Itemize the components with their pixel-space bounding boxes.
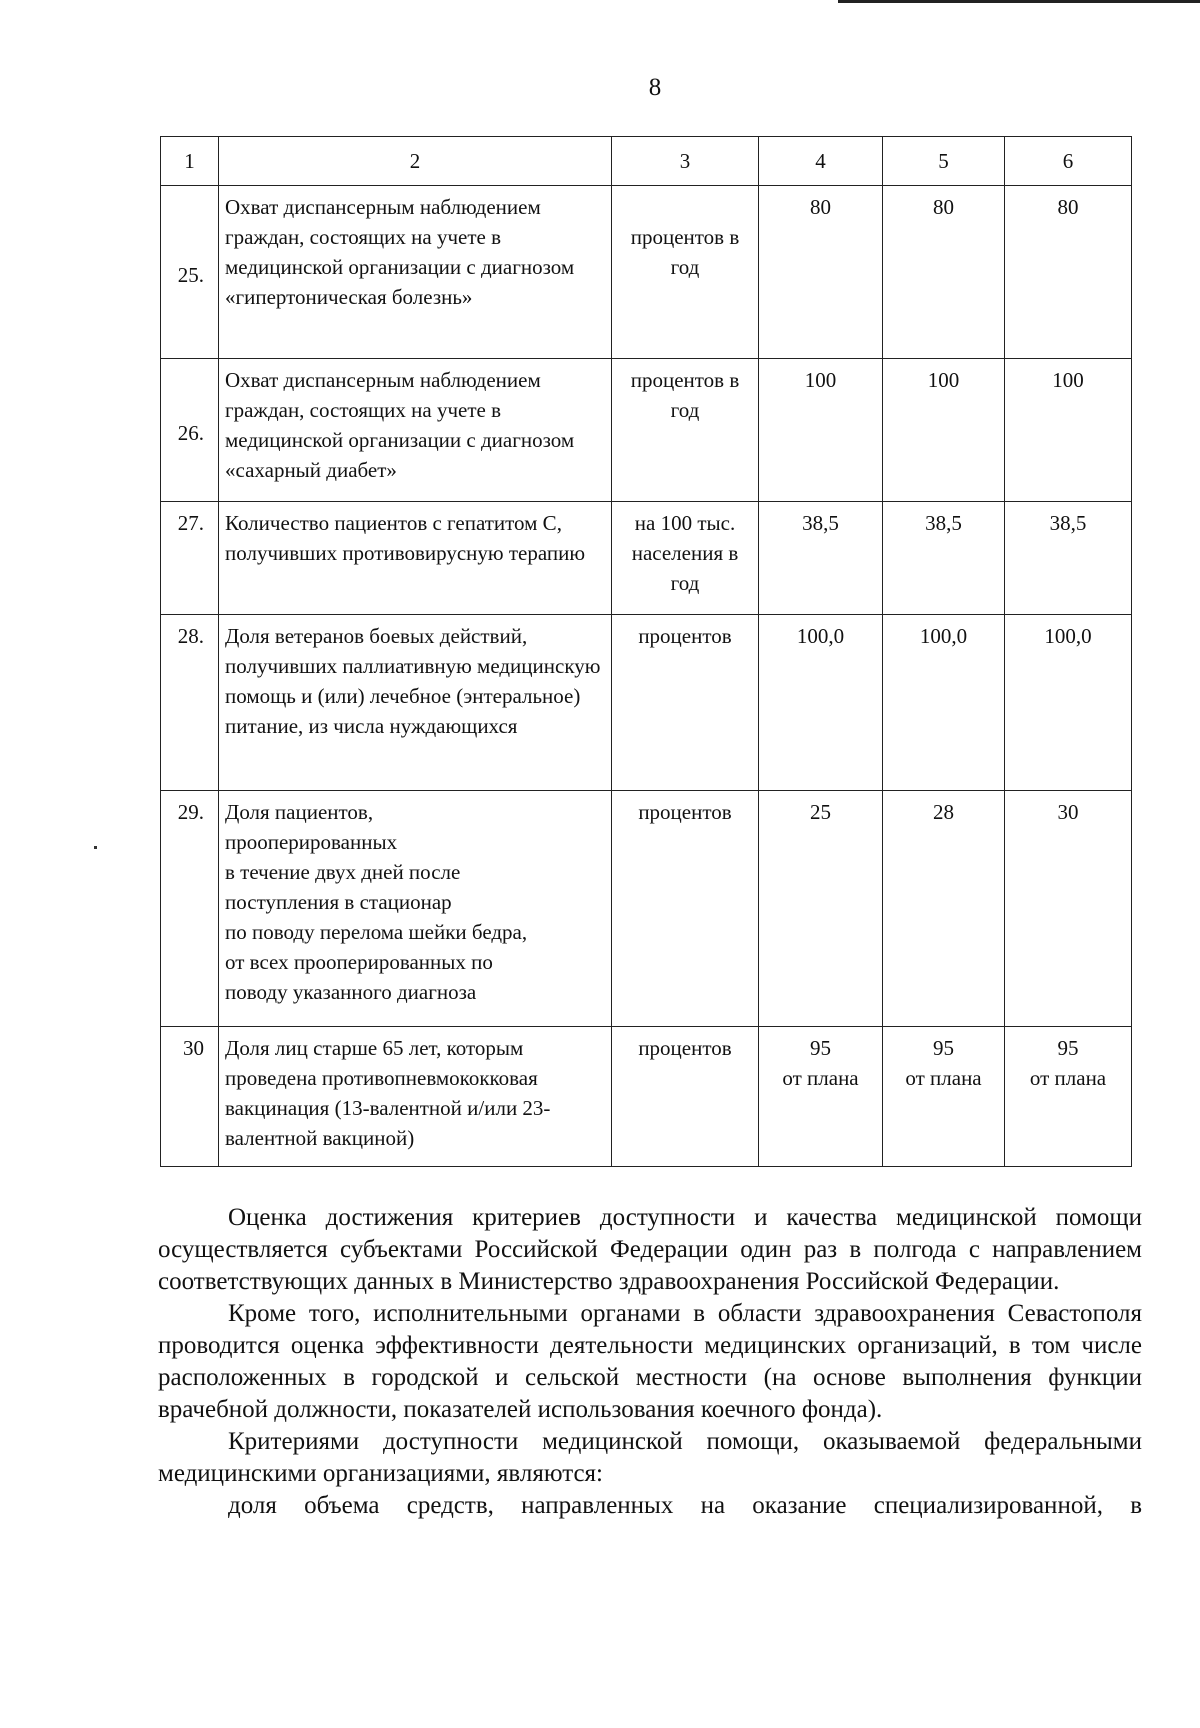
value-year-2: 80: [883, 186, 1005, 359]
table-row: [161, 502, 1132, 615]
table-row: [161, 1027, 1132, 1167]
value-year-2: 38,5: [883, 502, 1005, 615]
table-row: [161, 359, 1132, 502]
value-year-3: 100,0: [1005, 615, 1132, 791]
value-year-2: 28: [883, 791, 1005, 1027]
unit-of-measure: процентов: [612, 1027, 759, 1167]
row-number: 26.: [161, 359, 219, 502]
indicator-name-line: от всех прооперированных по: [225, 950, 493, 974]
row-number: 30: [161, 1027, 219, 1167]
value-amount: 95: [1057, 1036, 1079, 1060]
value-year-2: 100,0: [883, 615, 1005, 791]
row-number: 29.: [161, 791, 219, 1027]
unit-of-measure: на 100 тыс. населения в год: [612, 502, 759, 615]
value-amount: 95: [933, 1036, 954, 1060]
indicator-name: Охват диспансерным наблюдением граждан, состоящих на учете в медицинской организации с диагнозом «гипертоническая болезнь»: [219, 186, 612, 359]
indicator-name: Количество пациентов с гепатитом С, получивших противовирусную терапию: [219, 502, 612, 615]
indicator-name: Доля лиц старше 65 лет, которым проведена противопневмококковая вакцинация (13-валентной и/или 23-валентной вакциной): [219, 1027, 612, 1167]
row-number: 27.: [161, 502, 219, 615]
indicator-name-line: в течение двух дней после: [225, 860, 461, 884]
indicator-name: [219, 791, 612, 1027]
value-year-3: [1005, 1027, 1132, 1167]
table-header-row: [161, 137, 1132, 186]
value-year-1: 38,5: [759, 502, 883, 615]
value-year-3: 100: [1005, 359, 1132, 502]
unit-of-measure: процентов в год: [612, 359, 759, 502]
value-year-1: 100: [759, 359, 883, 502]
header-col-6: 6: [1005, 137, 1132, 186]
paragraph-assessment: Оценка достижения критериев доступности и качества медицинской помощи осуществляется субъектами Российской Федерации один раз в полгода с направлением соответствующих данных в Министерство здравоохранения Российской Федерации.: [158, 1204, 1142, 1295]
paragraph-criteria-intro: Критериями доступности медицинской помощи, оказываемой федеральными медицинскими организациями, являются:: [158, 1428, 1142, 1487]
value-note: от плана: [782, 1066, 859, 1090]
indicator-name-line: по поводу перелома шейки бедра,: [225, 920, 528, 944]
table-row: [161, 791, 1132, 1027]
value-year-1: 25: [759, 791, 883, 1027]
unit-of-measure: процентов в год: [612, 186, 759, 359]
top-edge-rule: [838, 0, 1200, 3]
paragraph-sevastopol: Кроме того, исполнительными органами в области здравоохранения Севастополя проводится оценка эффективности деятельности медицинских организаций, в том числе расположенных в городской и сельской местности (на основе выполнения функции врачебной должности, показателей использования коечного фонда).: [158, 1300, 1142, 1423]
header-col-4: 4: [759, 137, 883, 186]
value-note: от плана: [905, 1066, 982, 1090]
header-col-1: 1: [161, 137, 219, 186]
value-year-2: 100: [883, 359, 1005, 502]
page-number: 8: [648, 74, 662, 101]
header-col-2: 2: [219, 137, 612, 186]
indicator-name-line: Доля пациентов,: [225, 800, 374, 824]
body-text: [158, 1202, 1142, 1522]
unit-of-measure: процентов: [612, 791, 759, 1027]
indicator-name-line: поступления в стационар: [225, 890, 452, 914]
value-year-3: 80: [1005, 186, 1132, 359]
row-number: 28.: [161, 615, 219, 791]
indicator-name-line: поводу указанного диагноза: [225, 980, 477, 1004]
value-year-3: 38,5: [1005, 502, 1132, 615]
indicators-table: [160, 136, 1132, 1167]
table-row: [161, 186, 1132, 359]
paragraph-share-of-funds: доля объема средств, направленных на оказание специализированной, в: [228, 1492, 1142, 1519]
value-year-3: 30: [1005, 791, 1132, 1027]
header-col-3: 3: [612, 137, 759, 186]
unit-of-measure: процентов: [612, 615, 759, 791]
indicator-name: Доля ветеранов боевых действий, получивших паллиативную медицинскую помощь и (или) лечебное (энтеральное) питание, из числа нуждающихся: [219, 615, 612, 791]
header-col-5: 5: [883, 137, 1005, 186]
table-row: [161, 615, 1132, 791]
value-year-1: 80: [759, 186, 883, 359]
indicator-name: Охват диспансерным наблюдением граждан, состоящих на учете в медицинской организации с диагнозом «сахарный диабет»: [219, 359, 612, 502]
scan-speck: [94, 846, 97, 849]
indicator-name-line: прооперированных: [225, 830, 398, 854]
row-number: 25.: [161, 186, 219, 359]
value-amount: 95: [810, 1036, 831, 1060]
value-year-2: [883, 1027, 1005, 1167]
value-year-1: 100,0: [759, 615, 883, 791]
value-note: от плана: [1029, 1066, 1107, 1090]
value-year-1: [759, 1027, 883, 1167]
